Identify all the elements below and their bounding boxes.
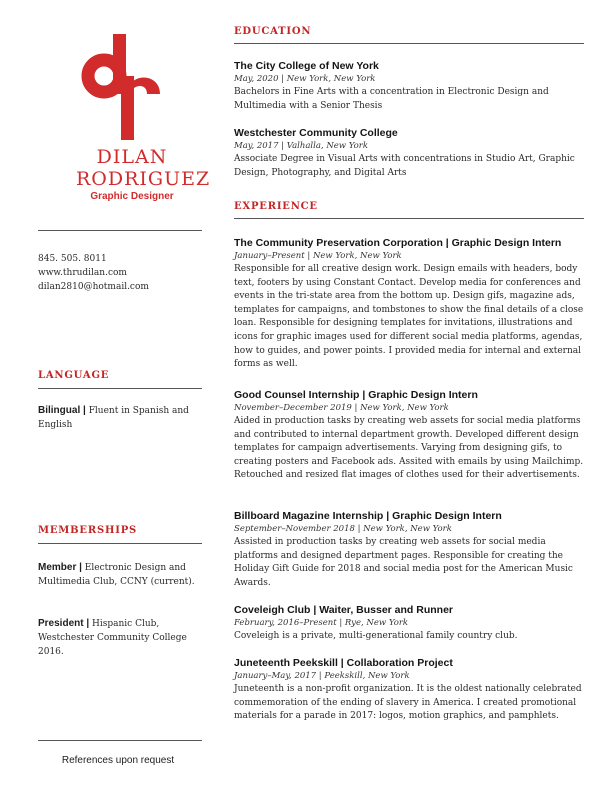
entry-title: Good Counsel Internship | Graphic Design Intern: [234, 389, 478, 401]
experience-item: [234, 388, 584, 483]
name-last: RODRIGUEZ: [76, 168, 211, 190]
divider-experience: [234, 218, 584, 219]
membership-item: [38, 561, 198, 589]
entry-meta: January–Present | New York, New York: [234, 251, 402, 261]
entry-description: Responsible for all creative design work. Design emails with headers, body text, footers by using Constant Contact. Develop media for conferences and events in the tri-state area from the bottom up. Design gifs, magazine ads, templates for campaigns, and tombstones to show the final details of a close loan. Responsible for designing templates for invitations, illustrations and icons for graphic images used for different social media platforms, agendas, how to guides, and power points. I provided media for internal and external forms as well.: [234, 264, 584, 370]
entry-description: Aided in production tasks by creating web assets for social media platforms and contributed to internal department growth. Developed different design templates for campaign advertisements. Varying from designing gifs, to creating posters and Facebook ads. Assited with emails by using Mailchimp. Retouched and resized flat images of clothes used for their advertisements.: [234, 416, 584, 481]
experience-item: [234, 603, 584, 644]
membership-text: Electronic Design and Multimedia Club, CCNY (current).: [38, 563, 195, 587]
candidate-name: [76, 146, 211, 190]
experience-heading: EXPERIENCE: [234, 201, 318, 212]
divider-references: [38, 740, 202, 741]
entry-title: Juneteenth Peekskill | Collaboration Project: [234, 657, 453, 669]
candidate-role: Graphic Designer: [90, 191, 174, 202]
education-item: [234, 126, 584, 180]
experience-item: [234, 236, 584, 372]
membership-label: Member |: [38, 562, 82, 573]
memberships-heading: MEMBERSHIPS: [38, 525, 138, 536]
entry-description: Assisted in production tasks by creating web assets for social media platforms and designed department pages. Responsible for creating the Holiday Gift Guide for 2018 and social media post for the American Music Awards.: [234, 537, 573, 588]
entry-meta: January–May, 2017 | Peekskill, New York: [234, 671, 410, 681]
entry-title: Billboard Magazine Internship | Graphic Design Intern: [234, 510, 502, 522]
dr-monogram-logo: [80, 32, 166, 142]
language-text: Fluent in Spanish and English: [38, 406, 189, 430]
experience-item: [234, 656, 584, 724]
contact-phone: 845. 505. 8011: [38, 254, 107, 264]
entry-meta: November–December 2019 | New York, New York: [234, 403, 449, 413]
divider-memberships: [38, 543, 202, 544]
contact-block: [38, 252, 198, 294]
references-note: References upon request: [61, 755, 175, 766]
entry-description: Coveleigh is a private, multi-generational family country club.: [234, 631, 518, 641]
entry-meta: May, 2017 | Valhalla, New York: [234, 141, 368, 151]
entry-description: Juneteenth is a non-profit organization. It is the oldest nationally celebrated commemoration of the ending of slavery in America. I created promotional materials for a parade in 2017: logos, motion graphics, and pamphlets.: [234, 684, 582, 722]
language-heading: LANGUAGE: [38, 370, 110, 381]
divider-education: [234, 43, 584, 44]
entry-description: Bachelors in Fine Arts with a concentration in Electronic Design and Multimedia with a Senior Thesis: [234, 87, 549, 111]
entry-meta: September–November 2018 | New York, New York: [234, 524, 452, 534]
membership-item: [38, 617, 198, 659]
contact-website: www.thrudilan.com: [38, 268, 127, 278]
entry-title: The Community Preservation Corporation | Graphic Design Intern: [234, 237, 562, 249]
education-item: [234, 59, 584, 113]
entry-title: Coveleigh Club | Waiter, Busser and Runner: [234, 604, 454, 616]
name-first: DILAN: [96, 146, 168, 168]
membership-label: President |: [38, 618, 90, 629]
contact-email: dilan2810@hotmail.com: [38, 282, 149, 292]
language-label: Bilingual |: [38, 405, 86, 416]
education-heading: EDUCATION: [234, 26, 312, 37]
entry-meta: February, 2016–Present | Rye, New York: [234, 618, 409, 628]
language-entry: [38, 404, 198, 432]
entry-description: Associate Degree in Visual Arts with concentrations in Studio Art, Graphic Design, Photography, and Digital Arts: [234, 154, 575, 178]
entry-title: Westchester Community College: [234, 127, 398, 139]
membership-text: Hispanic Club, Westchester Community College 2016.: [38, 619, 187, 657]
entry-meta: May, 2020 | New York, New York: [234, 74, 376, 84]
divider-language: [38, 388, 202, 389]
entry-title: The City College of New York: [234, 60, 379, 72]
experience-item: [234, 509, 584, 590]
divider-contact: [38, 230, 202, 231]
